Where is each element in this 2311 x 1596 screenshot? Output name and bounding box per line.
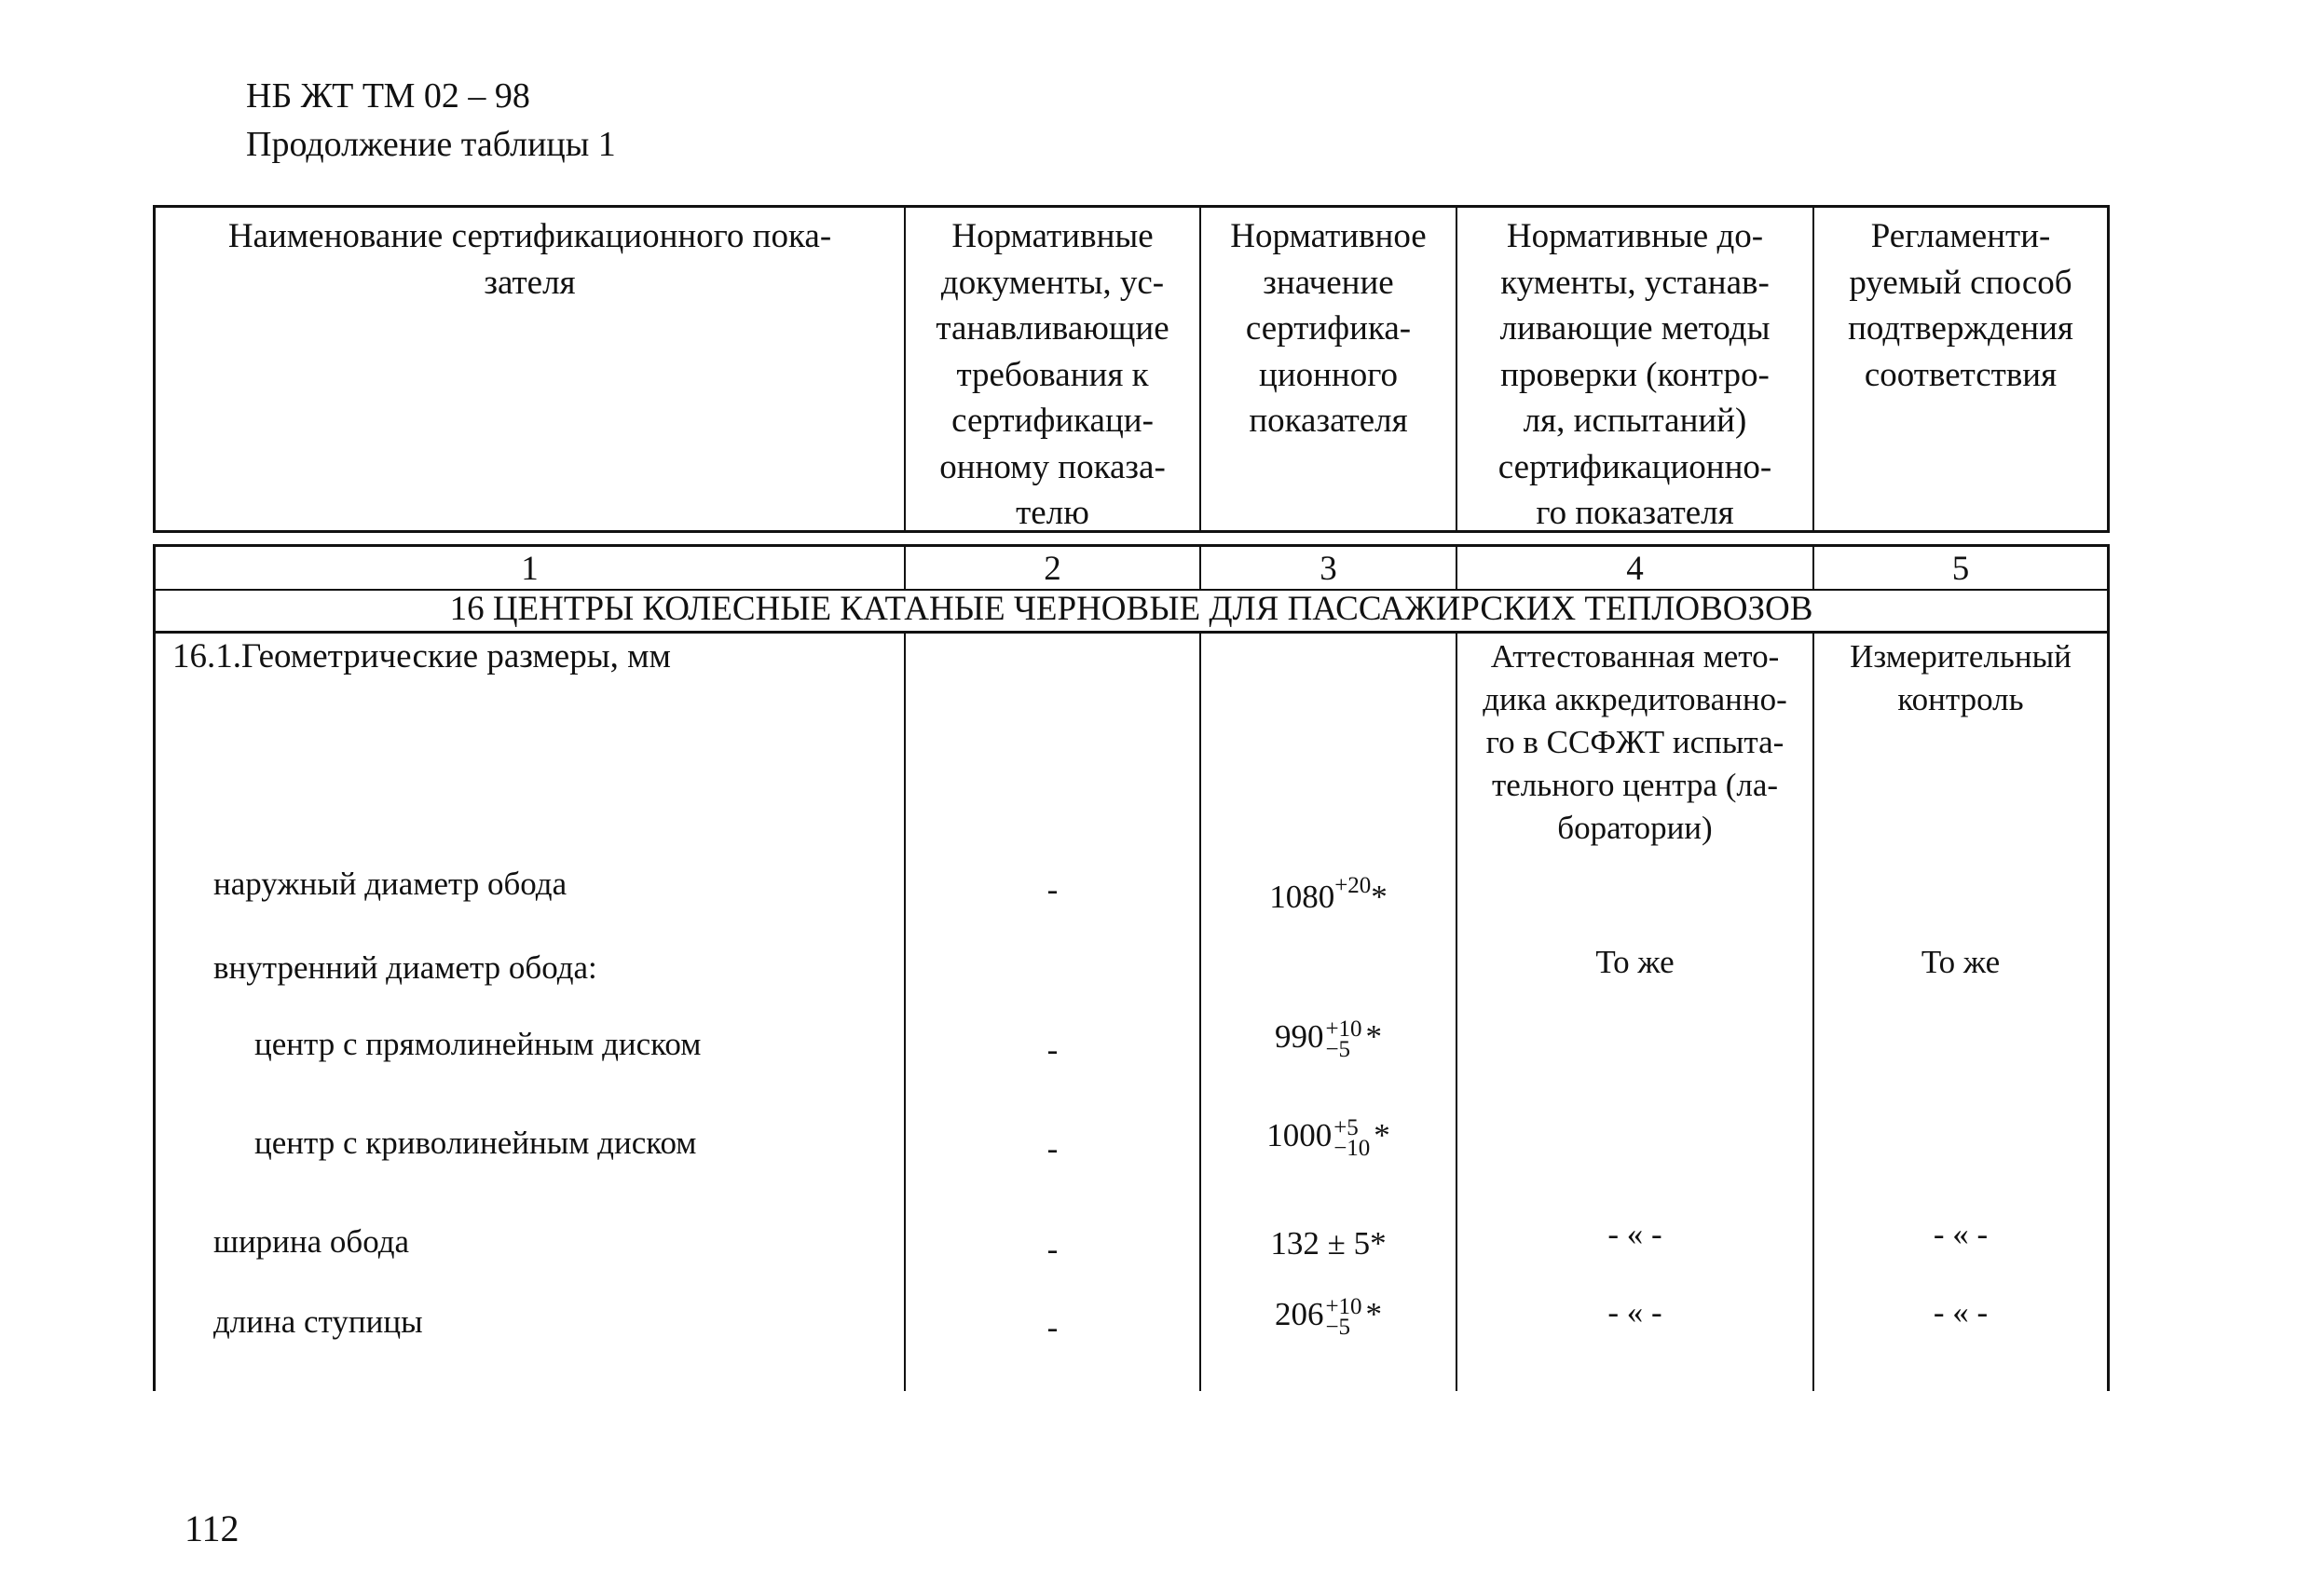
header-cell-normative-value: Нормативное значение сертифика- ционного показателя [1230, 217, 1427, 440]
column-divider [904, 632, 906, 1391]
row-name: внутренний диаметр обода: [213, 949, 597, 986]
column-divider [1812, 632, 1814, 1391]
section-title-row [153, 589, 2110, 634]
row-value: 990 +10 −5 * [1274, 1016, 1383, 1062]
row-value: 206 +10 −5 * [1274, 1293, 1383, 1340]
column-number-row [153, 544, 2110, 591]
header-cell-confirmation-method: Регламенти- руемый способ подтверждения соответствия [1848, 217, 2073, 394]
row-control: - « - [1933, 1216, 1989, 1252]
header-cell-requirements-docs: Нормативные документы, ус- танавливающие требования к сертификаци- онному показа- телю [936, 217, 1169, 532]
header-cell-test-methods: Нормативные до- кументы, устанав- ливающие методы проверки (контро- ля, испытаний) сертификационно- го показателя [1497, 217, 1772, 532]
row-doc: - [1046, 1231, 1059, 1267]
method-cell: Аттестованная мето- дика аккредитованно- го в ССФЖТ испыта- тельного центра (ла- боратории) [1483, 638, 1787, 846]
table-continuation-title: Продолжение таблицы 1 [246, 125, 616, 164]
row-value: $1080^{+20}*$ [1269, 873, 1388, 915]
row-name: наружный диаметр обода [213, 866, 567, 902]
document-code: НБ ЖТ ТМ 02 – 98 [246, 76, 530, 116]
row-name: длина ступицы [213, 1303, 423, 1340]
group-title: 16.1.Геометрические размеры, мм [172, 637, 671, 675]
header-cell-name: Наименование сертификационного пока- зателя [227, 217, 832, 302]
row-name: ширина обода [213, 1223, 410, 1260]
row-name: центр с криволинейным диском [254, 1125, 697, 1161]
column-divider [1199, 632, 1201, 1391]
row-control: - « - [1933, 1294, 1989, 1330]
control-cell: Измерительный контроль [1850, 638, 2072, 717]
row-doc: - [1046, 1031, 1059, 1068]
table-body [153, 632, 2110, 1391]
row-doc: - [1046, 1309, 1059, 1345]
row-control: То же [1921, 944, 2001, 980]
section-title: 16 ЦЕНТРЫ КОЛЕСНЫЕ КАТАНЫЕ ЧЕРНОВЫЕ ДЛЯ ПАССАЖИРСКИХ ТЕПЛОВОЗОВ [449, 590, 1813, 628]
row-method: - « - [1607, 1216, 1662, 1252]
row-method: То же [1595, 944, 1675, 980]
column-number: 3 [1320, 550, 1337, 588]
row-method: - « - [1607, 1294, 1662, 1330]
row-name: центр с прямолинейным диском [254, 1026, 702, 1062]
row-value: 1000 +5 −10 * [1266, 1114, 1390, 1161]
row-value: 132 ± 5* [1270, 1225, 1387, 1262]
row-doc: - [1046, 871, 1059, 907]
column-number: 1 [521, 550, 539, 588]
column-number: 5 [1951, 550, 1970, 588]
column-number: 2 [1044, 550, 1061, 588]
column-number: 4 [1626, 550, 1644, 588]
page-number: 112 [185, 1507, 239, 1549]
row-doc: - [1046, 1130, 1059, 1166]
table-header [153, 205, 2110, 533]
